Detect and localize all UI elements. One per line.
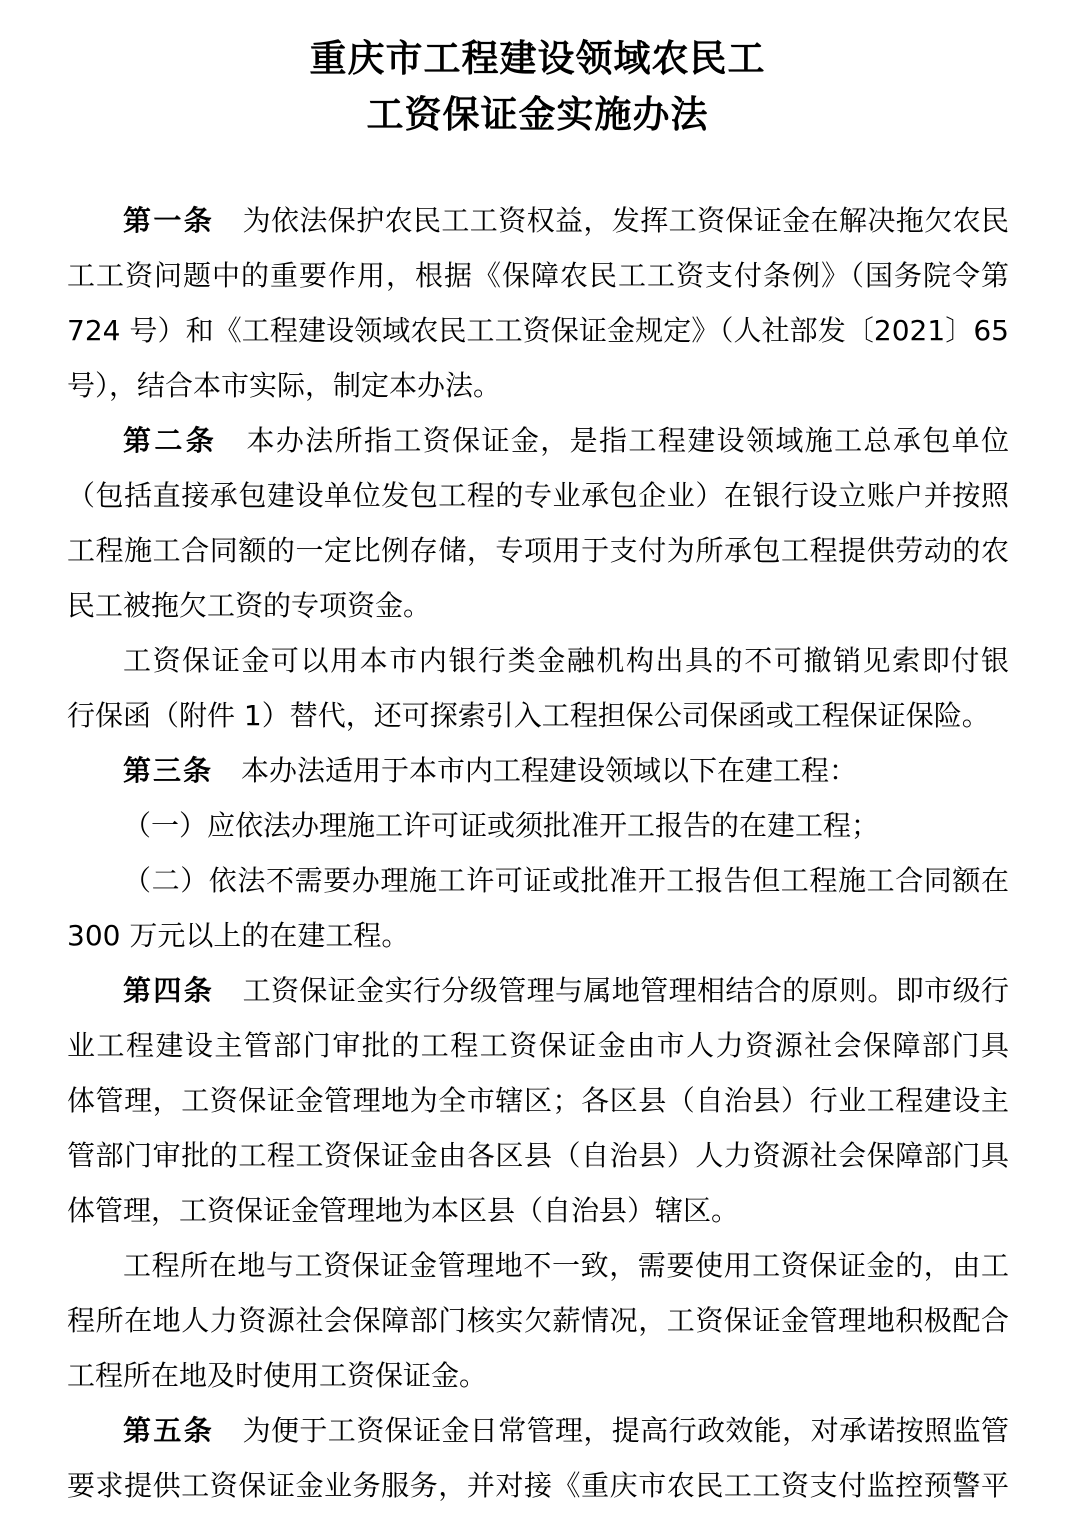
paragraph-text: 本办法适用于本市内工程建设领域以下在建工程： [213, 754, 858, 787]
paragraph-line: 300 万元以上的在建工程。 [67, 919, 410, 952]
paragraph-line: 工程所在地与工资保证金管理地不一致，需要使用工资保证金的，由工 [123, 1249, 1009, 1282]
article-heading: 第三条 [123, 754, 214, 787]
article-heading: 第四条 [123, 974, 215, 1007]
paragraph-line: 程所在地人力资源社会保障部门核实欠薪情况，工资保证金管理地积极配合 [67, 1304, 1009, 1337]
paragraph-line: 工工资问题中的重要作用，根据《保障农民工工资支付条例》（国务院令第 [67, 259, 1009, 292]
article-heading: 第五条 [123, 1414, 215, 1447]
document-title-line-2: 工资保证金实施办法 [366, 92, 709, 136]
paragraph-line: 管部门审批的工程工资保证金由各区县（自治县）人力资源社会保障部门具 [67, 1139, 1009, 1172]
paragraph-line: （一）应依法办理施工许可证或须批准开工报告的在建工程； [123, 809, 880, 842]
paragraph-line: 行保函（附件 1）替代，还可探索引入工程担保公司保函或工程保证保险。 [67, 699, 990, 732]
paragraph-line: 号），结合本市实际，制定本办法。 [67, 369, 502, 402]
paragraph-line [67, 193, 1009, 248]
paragraph-line [67, 1403, 1009, 1458]
paragraph-line: 工程所在地及时使用工资保证金。 [67, 1359, 488, 1392]
paragraph-line: 体管理，工资保证金管理地为全市辖区；各区县（自治县）行业工程建设主 [67, 1084, 1009, 1117]
paragraph-text: 为依法保护农民工工资权益，发挥工资保证金在解决拖欠农民 [214, 204, 1009, 237]
paragraph-text: 本办法所指工资保证金，是指工程建设领域施工总承包单位 [217, 424, 1009, 457]
paragraph-line: 724 号）和《工程建设领域农民工工资保证金规定》（人社部发〔2021〕65 [67, 314, 1009, 347]
paragraph-text: 为便于工资保证金日常管理，提高行政效能，对承诺按照监管 [214, 1414, 1009, 1447]
paragraph-line: 工程施工合同额的一定比例存储，专项用于支付为所承包工程提供劳动的农 [67, 534, 1009, 567]
paragraph-line: （包括直接承包建设单位发包工程的专业承包企业）在银行设立账户并按照 [67, 479, 1009, 512]
document-title-line-1: 重庆市工程建设领域农民工 [309, 36, 766, 80]
paragraph-line: 体管理，工资保证金管理地为本区县（自治县）辖区。 [67, 1194, 740, 1227]
article-heading: 第一条 [123, 204, 215, 237]
paragraph-line [67, 743, 1009, 798]
article-heading: 第二条 [123, 424, 218, 457]
paragraph-text: 工资保证金实行分级管理与属地管理相结合的原则。即市级行 [214, 974, 1009, 1007]
paragraph-line: （二）依法不需要办理施工许可证或批准开工报告但工程施工合同额在 [123, 864, 1009, 897]
paragraph-line: 民工被拖欠工资的专项资金。 [67, 589, 432, 622]
paragraph-line: 业工程建设主管部门审批的工程工资保证金由市人力资源社会保障部门具 [67, 1029, 1009, 1062]
paragraph-line: 工资保证金可以用本市内银行类金融机构出具的不可撤销见索即付银 [123, 644, 1009, 677]
paragraph-line: 要求提供工资保证金业务服务，并对接《重庆市农民工工资支付监控预警平 [67, 1469, 1009, 1502]
paragraph-line [67, 413, 1009, 468]
paragraph-line [67, 963, 1009, 1018]
